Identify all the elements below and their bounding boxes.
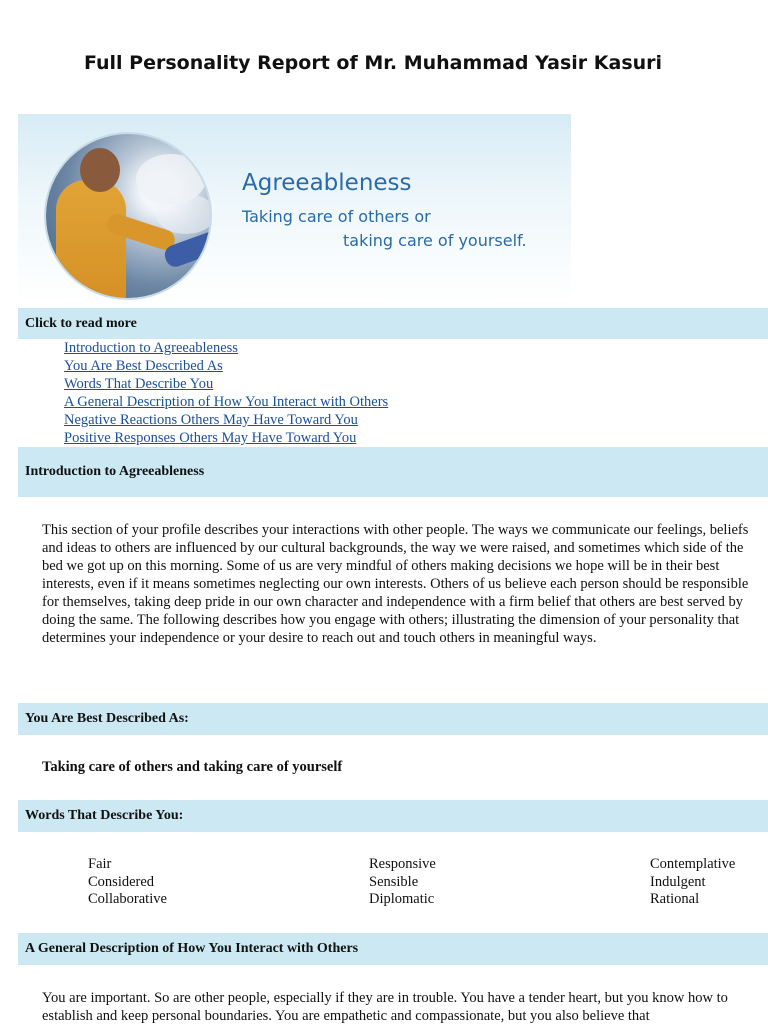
section-header-words: Words That Describe You: xyxy=(18,800,768,832)
words-column-2 xyxy=(369,856,436,909)
word-item: Diplomatic xyxy=(369,891,435,907)
agreeableness-banner xyxy=(18,114,571,304)
click-to-read-more-bar: Click to read more xyxy=(18,308,768,339)
handshake-photo xyxy=(46,134,210,298)
link-best-described[interactable]: You Are Best Described As xyxy=(64,358,223,374)
banner-heading: Agreeableness xyxy=(242,170,412,196)
link-introduction[interactable]: Introduction to Agreeableness xyxy=(64,340,238,356)
introduction-paragraph: This section of your profile describes your interactions with other people. The ways we communicate our feelings, beliefs and ideas to others are influenced by our cultural backgrounds, the way we were raised, and sometimes which side of the bed we got up on this morning. Some of us are very mindful of others making decisions we hope will be in their best interests, even if it means sometimes neglecting our own interests. Others of us believe each person should be responsible for themselves, taking deep pride in our own character and independence with a firm belief that others are best served by doing the same. The following describes how you engage with others; illustrating the dimension of your personality that determines your independence or your desire to reach out and touch others in meaningful ways. xyxy=(42,522,749,646)
link-words[interactable]: Words That Describe You xyxy=(64,376,214,392)
section-header-introduction: Introduction to Agreeableness xyxy=(18,447,768,497)
word-item: Collaborative xyxy=(88,891,167,907)
banner-subtitle-line1: Taking care of others or xyxy=(242,207,431,226)
banner-subtitle-line2: taking care of yourself. xyxy=(343,231,527,250)
word-item: Indulgent xyxy=(650,873,706,890)
link-positive-responses[interactable]: Positive Responses Others May Have Toward You xyxy=(64,430,357,446)
word-item: Rational xyxy=(650,891,700,907)
words-column-1 xyxy=(88,856,167,909)
section-header-general-description: A General Description of How You Interact with Others xyxy=(18,933,768,965)
word-item: Considered xyxy=(88,873,155,890)
word-item: Sensible xyxy=(369,873,419,890)
page-title: Full Personality Report of Mr. Muhammad Yasir Kasuri xyxy=(83,52,663,74)
link-general-description[interactable]: A General Description of How You Interact with Others xyxy=(64,394,389,410)
word-item: Contemplative xyxy=(650,856,736,872)
word-item: Fair xyxy=(88,856,112,872)
word-item: Responsive xyxy=(369,856,436,872)
section-header-best-described: You Are Best Described As: xyxy=(18,703,768,735)
words-column-3 xyxy=(650,856,735,909)
section-links xyxy=(64,339,388,447)
link-negative-reactions[interactable]: Negative Reactions Others May Have Toward You xyxy=(64,412,358,428)
best-described-text: Taking care of others and taking care of yourself xyxy=(42,759,343,775)
general-description-paragraph: You are important. So are other people, especially if they are in trouble. You have a tender heart, but you know how to establish and keep personal boundaries. You are empathetic and compassionate, but you also believe that xyxy=(42,990,728,1024)
